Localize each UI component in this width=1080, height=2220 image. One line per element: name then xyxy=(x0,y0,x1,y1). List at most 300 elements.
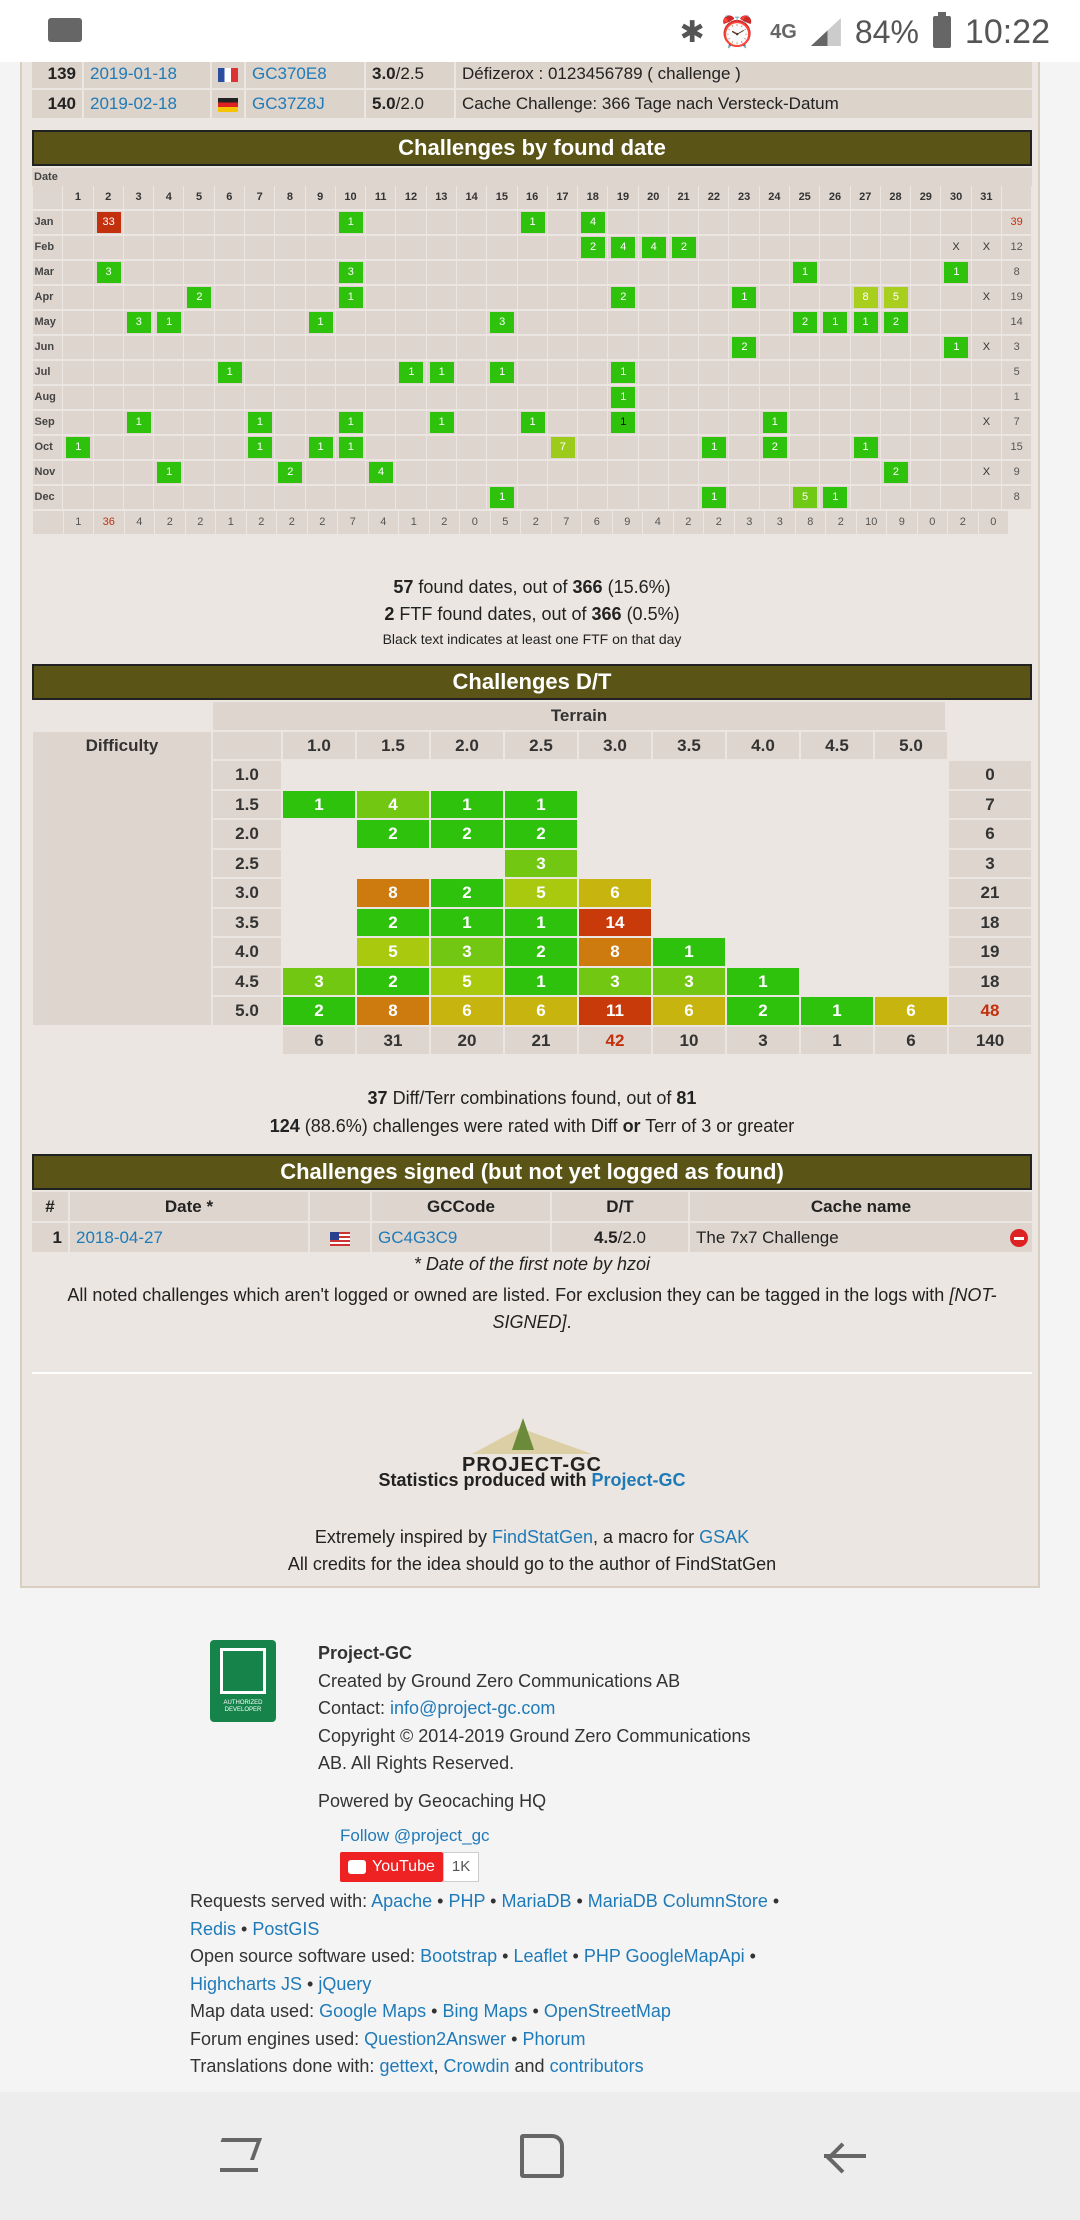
divider xyxy=(32,1372,1032,1374)
day-total: 2 xyxy=(826,511,856,534)
youtube-button[interactable]: YouTube xyxy=(340,1852,443,1882)
calendar-day-cell[interactable]: 1 xyxy=(309,312,333,333)
day-label: 8 xyxy=(275,186,304,209)
calendar-day-cell[interactable]: 1 xyxy=(521,412,545,433)
project-gc-link[interactable]: Project-GC xyxy=(591,1470,686,1490)
gccode-link[interactable]: GC370E8 xyxy=(246,60,366,88)
calendar-day-cell[interactable]: 1 xyxy=(944,337,968,358)
day-label: 22 xyxy=(699,186,728,209)
dt-cell[interactable]: 6 xyxy=(579,879,651,907)
dt-col-total: 10 xyxy=(653,1027,725,1055)
dt-cell[interactable]: 6 xyxy=(653,997,725,1025)
dt-cell[interactable]: 2 xyxy=(283,997,355,1025)
calendar-day-cell[interactable]: 4 xyxy=(642,237,666,258)
difficulty-row-label: 1.5 xyxy=(213,791,281,819)
dt-row xyxy=(32,820,1032,850)
dt-cell[interactable]: 2 xyxy=(431,820,503,848)
day-total: 2 xyxy=(521,511,551,534)
day-total: 3 xyxy=(765,511,795,534)
calendar-day-cell[interactable]: 1 xyxy=(732,287,756,308)
dt-cell[interactable]: 2 xyxy=(505,820,577,848)
clock: 10:22 xyxy=(964,12,1050,51)
month-total: 39 xyxy=(1002,211,1031,234)
day-label: 31 xyxy=(972,186,1001,209)
calendar-day-cell[interactable]: 1 xyxy=(611,387,635,408)
month-label: Apr xyxy=(33,286,63,309)
calendar-day-cell[interactable]: 5 xyxy=(884,287,908,308)
terrain-col-label: 2.0 xyxy=(431,732,503,760)
month-label: Mar xyxy=(33,261,63,284)
month-label: Jan xyxy=(33,211,63,234)
dt-cell[interactable]: 2 xyxy=(357,909,429,937)
calendar-day-cell[interactable]: 1 xyxy=(702,487,726,508)
dt-col-total: 1 xyxy=(801,1027,873,1055)
calendar-day-cell[interactable]: 1 xyxy=(521,212,545,233)
day-label: 24 xyxy=(760,186,789,209)
alarm-icon: ⏰ xyxy=(718,15,757,49)
calendar-day-cell[interactable]: 1 xyxy=(944,262,968,283)
calendar-month-row-jan xyxy=(32,211,1032,236)
dt-cell[interactable]: 2 xyxy=(505,938,577,966)
flag-us-icon xyxy=(310,1223,370,1252)
footer-title: Project-GC xyxy=(318,1643,413,1663)
map-list: Map data used: Google Maps • Bing Maps • OpenStreetMap xyxy=(190,2001,671,2021)
day-label: 28 xyxy=(881,186,910,209)
date-link[interactable]: 2019-01-18 xyxy=(84,60,212,88)
dt-cell[interactable]: 8 xyxy=(357,997,429,1025)
difficulty-row-label: 5.0 xyxy=(213,997,281,1025)
calendar-corner-label: Date xyxy=(32,168,1032,186)
calendar-day-cell[interactable]: 1 xyxy=(430,362,454,383)
dt-row-total: 18 xyxy=(949,909,1031,937)
day-label: 12 xyxy=(396,186,425,209)
dt-cell[interactable]: 1 xyxy=(431,791,503,819)
calendar-day-cell[interactable]: 3 xyxy=(127,312,151,333)
month-label: Jun xyxy=(33,336,63,359)
day-label: 13 xyxy=(427,186,456,209)
calendar-month-row-feb xyxy=(32,236,1032,261)
terrain-col-label: 4.5 xyxy=(801,732,873,760)
found-date-calendar xyxy=(32,168,1032,536)
calendar-day-cell[interactable]: 4 xyxy=(611,237,635,258)
oss-list: Open source software used: Bootstrap • Leaflet • PHP GoogleMapApi • Highcharts JS • jQuery xyxy=(190,1946,756,1994)
calendar-day-cell[interactable]: 1 xyxy=(218,362,242,383)
signed-table xyxy=(32,1192,1032,1254)
day-label: 29 xyxy=(911,186,940,209)
terrain-col-label: 2.5 xyxy=(505,732,577,760)
recents-icon[interactable] xyxy=(216,2132,266,2182)
calendar-day-cell[interactable]: 2 xyxy=(278,462,302,483)
day-label: 2 xyxy=(94,186,123,209)
month-total: 14 xyxy=(1002,311,1031,334)
calendar-month-row-dec xyxy=(32,486,1032,511)
forum-link[interactable]: Phorum xyxy=(522,2028,586,2049)
oss-link[interactable]: Bootstrap xyxy=(420,1946,498,1966)
status-bar xyxy=(0,0,1080,62)
day-total: 1 xyxy=(399,511,429,534)
calendar-day-cell[interactable]: 2 xyxy=(884,312,908,333)
dt-row xyxy=(32,938,1032,968)
dt-cell[interactable]: 6 xyxy=(875,997,947,1025)
day-total: 7 xyxy=(552,511,582,534)
day-total: 4 xyxy=(369,511,399,534)
month-total: 7 xyxy=(1002,411,1031,434)
dt-cell[interactable]: 1 xyxy=(505,791,577,819)
dt-cell[interactable]: 5 xyxy=(357,938,429,966)
dt-cell[interactable]: 6 xyxy=(505,997,577,1025)
dt-row xyxy=(32,850,1032,880)
dt-col-total: 6 xyxy=(283,1027,355,1055)
dt-cell[interactable]: 1 xyxy=(283,791,355,819)
cache-name: The 7x7 Challenge xyxy=(690,1223,1032,1252)
calendar-day-cell[interactable]: 2 xyxy=(884,462,908,483)
month-label: Jul xyxy=(33,361,63,384)
oss-link[interactable]: jQuery xyxy=(318,1973,372,1994)
calendar-day-cell[interactable]: 2 xyxy=(581,237,605,258)
dt-cell[interactable]: 6 xyxy=(431,997,503,1025)
dt-summary: 37 Diff/Terr combinations found, out of 81 124 (88.6%) challenges were rated with Diff or Terr of 3 or greater xyxy=(269,1088,795,1136)
calendar-day-cell[interactable]: 33 xyxy=(97,212,121,233)
day-total: 7 xyxy=(338,511,368,534)
dt-cell[interactable]: 3 xyxy=(653,968,725,996)
dt-cell[interactable]: 8 xyxy=(579,938,651,966)
dt-cell[interactable]: 8 xyxy=(357,879,429,907)
contact-email-link[interactable]: info@project-gc.com xyxy=(390,1698,556,1718)
day-label: 4 xyxy=(154,186,183,209)
calendar-day-cell[interactable]: 1 xyxy=(793,262,817,283)
day-label: 17 xyxy=(548,186,577,209)
calendar-day-cell[interactable]: 4 xyxy=(369,462,393,483)
dt-col-total: 21 xyxy=(505,1027,577,1055)
translations-list: Translations done with: gettext, Crowdin and contributors xyxy=(190,2056,644,2076)
day-label: 5 xyxy=(184,186,213,209)
dt-cell[interactable]: 1 xyxy=(431,909,503,937)
calendar-day-cell[interactable]: 8 xyxy=(854,287,878,308)
calendar-day-cell[interactable]: 1 xyxy=(854,437,878,458)
dt-cell[interactable]: 1 xyxy=(653,938,725,966)
dt-cell[interactable]: 5 xyxy=(505,879,577,907)
dt-cell[interactable]: 11 xyxy=(579,997,651,1025)
dt-row xyxy=(32,909,1032,939)
calendar-month-row-aug xyxy=(32,386,1032,411)
day-label: 7 xyxy=(245,186,274,209)
calendar-day-totals xyxy=(32,511,1032,536)
calendar-day-cell[interactable]: 3 xyxy=(490,312,514,333)
dt-row-total: 3 xyxy=(949,850,1031,878)
requests-link[interactable]: Redis xyxy=(190,1918,237,1939)
day-total: 0 xyxy=(979,511,1009,534)
dt-row xyxy=(32,997,1032,1027)
battery-percent: 84% xyxy=(854,13,919,50)
day-total: 2 xyxy=(155,511,185,534)
calendar-day-cell[interactable]: 1 xyxy=(339,412,363,433)
table-row: 1 2018-04-27 GC4G3C9 4.5/2.0 The 7x7 Challenge xyxy=(32,1223,1032,1252)
findstatgen-link[interactable]: FindStatGen xyxy=(491,1527,594,1547)
gccode-link[interactable]: GC37Z8J xyxy=(246,90,366,118)
day-total: 9 xyxy=(613,511,643,534)
requests-list: Requests served with: Apache • PHP • MariaDB • MariaDB ColumnStore • Redis • PostGIS xyxy=(190,1891,780,1939)
calendar-day-cell[interactable]: 1 xyxy=(66,437,90,458)
calendar-day-cell[interactable]: 1 xyxy=(702,437,726,458)
translation-link[interactable]: Crowdin xyxy=(443,2056,510,2076)
calendar-month-row-nov xyxy=(32,461,1032,486)
day-total: 3 xyxy=(735,511,765,534)
dt-row xyxy=(32,879,1032,909)
translation-link[interactable]: gettext xyxy=(379,2056,434,2076)
signal-icon xyxy=(811,18,841,46)
day-total: 9 xyxy=(887,511,917,534)
day-label: 23 xyxy=(729,186,758,209)
calendar-day-cell[interactable]: 1 xyxy=(430,412,454,433)
day-label: 27 xyxy=(851,186,880,209)
network-type: 4G xyxy=(770,21,797,43)
requests-link[interactable]: PHP xyxy=(448,1891,486,1911)
calendar-day-cell[interactable]: 1 xyxy=(339,212,363,233)
dt-row-total: 19 xyxy=(949,938,1031,966)
terrain-col-label: 4.0 xyxy=(727,732,799,760)
dt-cell[interactable]: 4 xyxy=(357,791,429,819)
calendar-header: Challenges by found date xyxy=(32,130,1032,166)
dt-row xyxy=(32,791,1032,821)
calendar-day-cell[interactable]: 3 xyxy=(339,262,363,283)
gsak-link[interactable]: GSAK xyxy=(699,1527,750,1547)
calendar-day-cell[interactable]: 1 xyxy=(157,462,181,483)
youtube-subscribe[interactable] xyxy=(340,1852,479,1882)
dt-grand-total: 140 xyxy=(949,1027,1031,1055)
calendar-day-cell[interactable]: 1 xyxy=(248,437,272,458)
calendar-month-row-jul xyxy=(32,361,1032,386)
calendar-day-cell[interactable]: 1 xyxy=(490,362,514,383)
difficulty-row-label: 2.0 xyxy=(213,820,281,848)
dt-row-total: 0 xyxy=(949,761,1031,789)
calendar-invalid-day: X xyxy=(972,461,1001,484)
calendar-day-cell[interactable]: 1 xyxy=(309,437,333,458)
calendar-day-cell[interactable]: 5 xyxy=(793,487,817,508)
android-nav-bar xyxy=(0,2092,1080,2220)
calendar-day-cell[interactable]: 3 xyxy=(97,262,121,283)
day-total: 2 xyxy=(674,511,704,534)
month-label: Aug xyxy=(33,386,63,409)
requests-link[interactable]: Apache xyxy=(371,1891,433,1911)
calendar-month-row-oct xyxy=(32,436,1032,461)
calendar-invalid-day: X xyxy=(972,286,1001,309)
calendar-day-cell[interactable]: 2 xyxy=(611,287,635,308)
difficulty-row-label: 4.0 xyxy=(213,938,281,966)
day-total: 2 xyxy=(948,511,978,534)
calendar-day-cell[interactable]: 2 xyxy=(763,437,787,458)
dt-cell[interactable]: 3 xyxy=(505,850,577,878)
contributors-link[interactable]: contributors xyxy=(549,2056,644,2076)
authorized-developer-badge: AUTHORIZED DEVELOPER xyxy=(210,1640,276,1722)
site-footer: AUTHORIZED DEVELOPER Project-GC Created by Ground Zero Communications AB Contact: info@project-gc.com Copyright © 2014-2019 Ground Zero Communications AB. All Rights Reserved. Powered by Geocaching HQ Follow @project_gc YouTube 1K Requests served with: Apache • PHP • MariaDB • MariaDB ColumnStore • Redis • PostGIS Open source software used: Bootstrap • Leaflet • PHP GoogleMapApi • Highcharts JS • jQuery Map data used: Google Maps • Bing Maps • OpenStreetMap Forum engines used: Question2Answer • Phorum Translations done with: gettext, Crowdin and contributors xyxy=(0,1612,1080,2092)
dt-row-total: 18 xyxy=(949,968,1031,996)
dt-cell[interactable]: 3 xyxy=(579,968,651,996)
day-label: 15 xyxy=(487,186,516,209)
calendar-invalid-day: X xyxy=(972,336,1001,359)
month-label: Nov xyxy=(33,461,63,484)
calendar-day-cell[interactable]: 1 xyxy=(399,362,423,383)
month-total: 19 xyxy=(1002,286,1031,309)
day-total: 2 xyxy=(308,511,338,534)
signed-note: * Date of the first note by hzoi xyxy=(413,1254,651,1274)
difficulty-label: Difficulty xyxy=(33,732,211,760)
calendar-day-cell[interactable]: 1 xyxy=(611,362,635,383)
day-total: 1 xyxy=(216,511,246,534)
day-label: 20 xyxy=(639,186,668,209)
calendar-invalid-day: X xyxy=(941,236,970,259)
terrain-label: Terrain xyxy=(213,702,945,730)
calendar-day-cell[interactable]: 1 xyxy=(611,412,635,433)
dt-col-total: 31 xyxy=(357,1027,429,1055)
month-total: 3 xyxy=(1002,336,1031,359)
youtube-count: 1K xyxy=(443,1852,479,1882)
calendar-month-row-may xyxy=(32,311,1032,336)
dt-row-total: 48 xyxy=(949,997,1031,1025)
dt-cell[interactable]: 5 xyxy=(431,968,503,996)
flag-de-icon xyxy=(212,90,246,118)
requests-link[interactable]: MariaDB xyxy=(501,1891,572,1911)
day-total: 6 xyxy=(582,511,612,534)
forum-link[interactable]: Question2Answer xyxy=(364,2028,507,2049)
day-label: 14 xyxy=(457,186,486,209)
calendar-day-cell[interactable]: 1 xyxy=(339,287,363,308)
day-label: 6 xyxy=(215,186,244,209)
signed-info: All noted challenges which aren't logged or owned are listed. For exclusion they can be tagged in the logs with [NOT-SIGNED]. xyxy=(67,1285,997,1332)
difficulty-row-label: 4.5 xyxy=(213,968,281,996)
cache-name: Défizerox : 0123456789 ( challenge ) xyxy=(462,64,741,83)
day-label: 9 xyxy=(306,186,335,209)
calendar-day-cell[interactable]: 1 xyxy=(823,487,847,508)
oss-link[interactable]: Highcharts JS xyxy=(190,1973,303,1994)
date-link[interactable]: 2019-02-18 xyxy=(84,90,212,118)
dt-cell[interactable]: 1 xyxy=(801,997,873,1025)
dt-matrix xyxy=(32,702,1032,1056)
day-total: 2 xyxy=(277,511,307,534)
calendar-day-cell[interactable]: 2 xyxy=(793,312,817,333)
calendar-day-cell[interactable]: 4 xyxy=(581,212,605,233)
dt-cell[interactable]: 2 xyxy=(727,997,799,1025)
day-label: 1 xyxy=(63,186,92,209)
terrain-col-label: 1.0 xyxy=(283,732,355,760)
dt-cell[interactable]: 14 xyxy=(579,909,651,937)
home-icon[interactable] xyxy=(518,2132,568,2182)
calendar-day-cell[interactable]: 1 xyxy=(248,412,272,433)
day-label: 18 xyxy=(578,186,607,209)
day-label: 19 xyxy=(608,186,637,209)
day-total: 0 xyxy=(460,511,490,534)
calendar-day-cell[interactable]: 1 xyxy=(823,312,847,333)
calendar-day-cell[interactable]: 1 xyxy=(490,487,514,508)
requests-link[interactable]: PostGIS xyxy=(252,1918,320,1939)
month-total: 15 xyxy=(1002,436,1031,459)
day-total: 4 xyxy=(643,511,673,534)
follow-link[interactable]: Follow @project_gc xyxy=(340,1826,490,1845)
dt-cell[interactable]: 2 xyxy=(357,820,429,848)
calendar-day-header xyxy=(32,186,1032,211)
flag-fr-icon xyxy=(212,60,246,88)
day-total: 0 xyxy=(918,511,948,534)
calendar-day-cell[interactable]: 1 xyxy=(763,412,787,433)
logo-mountain-icon xyxy=(452,1418,612,1454)
day-label: 21 xyxy=(669,186,698,209)
calendar-day-cell[interactable]: 1 xyxy=(854,312,878,333)
day-label: 11 xyxy=(366,186,395,209)
calendar-day-cell[interactable]: 1 xyxy=(127,412,151,433)
play-icon xyxy=(348,1860,366,1874)
map-link[interactable]: Google Maps xyxy=(319,2001,427,2021)
difficulty-row-label: 2.5 xyxy=(213,850,281,878)
gccode-link[interactable]: GC4G3C9 xyxy=(372,1223,550,1252)
map-link[interactable]: OpenStreetMap xyxy=(543,2001,671,2021)
stats-page xyxy=(20,62,1040,1588)
project-gc-logo: PROJECT-GC xyxy=(32,1418,1032,1477)
month-total: 1 xyxy=(1002,386,1031,409)
oss-link[interactable]: Leaflet xyxy=(513,1946,568,1966)
inspired-credits: Extremely inspired by FindStatGen, a macro for GSAK All credits for the idea should go to the author of FindStatGen xyxy=(287,1527,777,1574)
day-total: 8 xyxy=(796,511,826,534)
month-label: Sep xyxy=(33,411,63,434)
produced-by: Statistics produced with Project-GC xyxy=(378,1470,686,1490)
calendar-invalid-day: X xyxy=(972,236,1001,259)
dt-cell[interactable]: 1 xyxy=(505,968,577,996)
battery-icon xyxy=(933,16,951,48)
calendar-day-cell[interactable]: 2 xyxy=(732,337,756,358)
dt-row-total: 7 xyxy=(949,791,1031,819)
dt-row-total: 6 xyxy=(949,820,1031,848)
day-label: 16 xyxy=(518,186,547,209)
back-icon[interactable] xyxy=(820,2132,870,2182)
map-link[interactable]: Bing Maps xyxy=(442,2001,528,2021)
dt-cell[interactable]: 2 xyxy=(431,879,503,907)
calendar-month-row-mar xyxy=(32,261,1032,286)
month-total: 12 xyxy=(1002,236,1031,259)
calendar-day-cell[interactable]: 1 xyxy=(339,437,363,458)
dt-cell[interactable]: 3 xyxy=(283,968,355,996)
oss-link[interactable]: PHP GoogleMapApi xyxy=(583,1946,745,1966)
month-label: Feb xyxy=(33,236,63,259)
dt-col-totals xyxy=(32,1027,1032,1057)
dt-cell[interactable]: 1 xyxy=(727,968,799,996)
day-label: 25 xyxy=(790,186,819,209)
day-total: 2 xyxy=(186,511,216,534)
forum-list: Forum engines used: Question2Answer • Phorum xyxy=(190,2028,586,2049)
calendar-day-cell[interactable]: 1 xyxy=(157,312,181,333)
dt-col-total: 6 xyxy=(875,1027,947,1055)
remove-icon[interactable] xyxy=(1010,1229,1028,1247)
dt-cell[interactable]: 1 xyxy=(505,909,577,937)
day-total: 10 xyxy=(857,511,887,534)
date-link[interactable]: 2018-04-27 xyxy=(70,1223,308,1252)
calendar-day-cell[interactable]: 7 xyxy=(551,437,575,458)
table-row: 140 2019-02-18 GC37Z8J 5.0/2.0 Cache Challenge: 366 Tage nach Versteck-Datum xyxy=(32,90,1032,118)
dt-cell[interactable]: 2 xyxy=(357,968,429,996)
dt-col-total: 3 xyxy=(727,1027,799,1055)
calendar-month-row-jun xyxy=(32,336,1032,361)
calendar-month-row-apr xyxy=(32,286,1032,311)
signed-table-header: # Date * GCCode D/T Cache name xyxy=(32,1192,1032,1221)
month-total: 5 xyxy=(1002,361,1031,384)
dt-header: Challenges D/T xyxy=(32,664,1032,700)
day-label: 30 xyxy=(941,186,970,209)
calendar-day-cell[interactable]: 2 xyxy=(672,237,696,258)
calendar-day-cell[interactable]: 2 xyxy=(187,287,211,308)
requests-link[interactable]: MariaDB ColumnStore xyxy=(587,1891,768,1911)
dt-cell[interactable]: 3 xyxy=(431,938,503,966)
day-label: 26 xyxy=(820,186,849,209)
dt-row xyxy=(32,968,1032,998)
day-total: 5 xyxy=(491,511,521,534)
day-total: 36 xyxy=(94,511,124,534)
